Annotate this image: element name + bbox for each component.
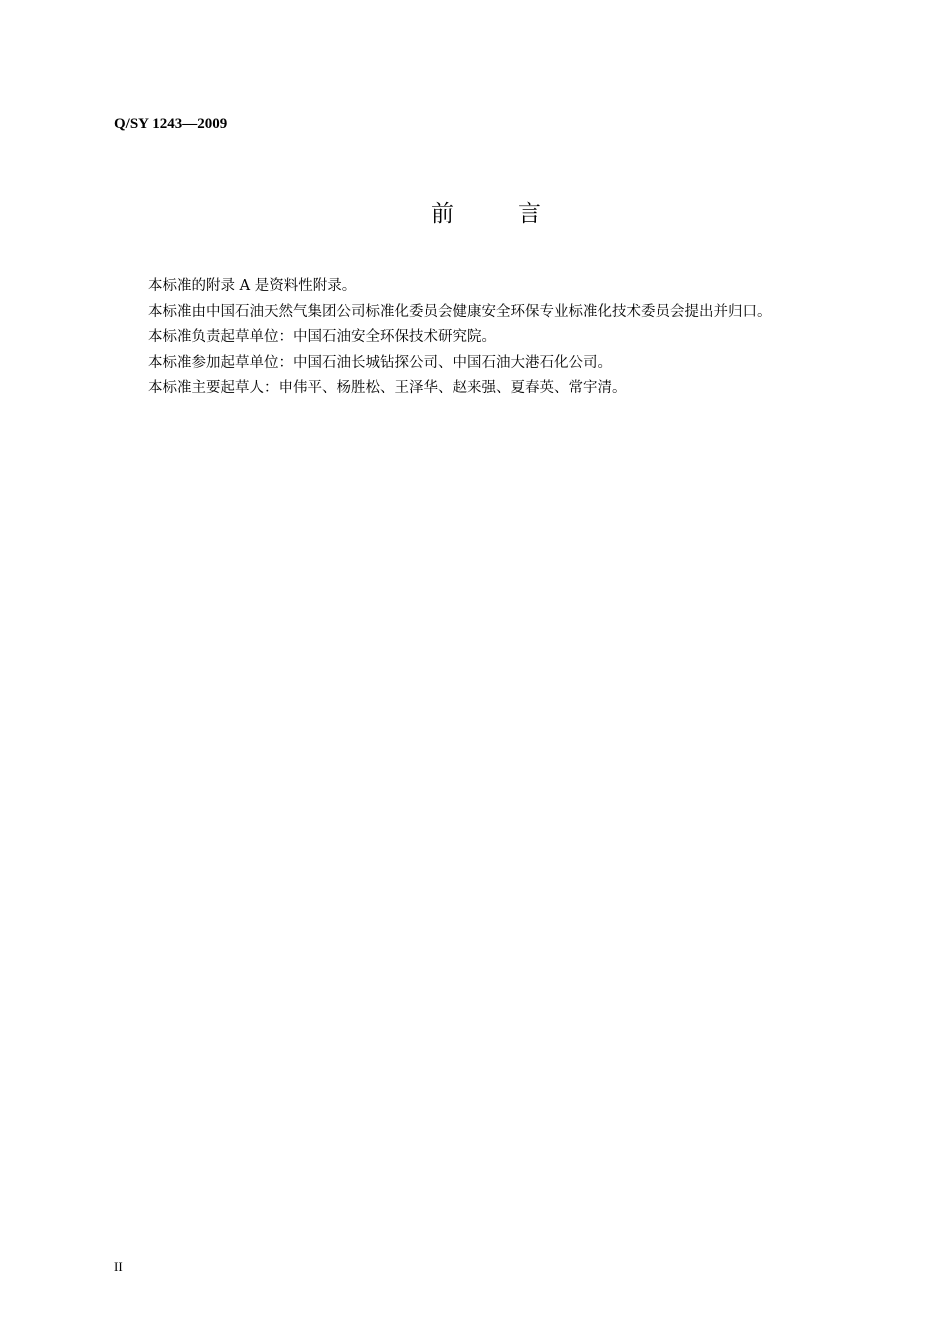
page-title-char-1: 前 [431, 201, 454, 227]
standard-code: Q/SY 1243—2009 [114, 116, 228, 132]
page-number: II [114, 1259, 123, 1274]
paragraph-appendix-note: 本标准的附录 A 是资料性附录。 [148, 278, 357, 294]
foreword-body [148, 274, 908, 402]
page-title-char-2: 言 [518, 201, 541, 227]
paragraph-main-drafters: 本标准主要起草人：申伟平、杨胜松、王泽华、赵来强、夏春英、常宇清。 [148, 380, 627, 396]
paragraph-participating-drafters: 本标准参加起草单位：中国石油长城钻探公司、中国石油大港石化公司。 [148, 354, 612, 371]
page-title [0, 196, 950, 232]
paragraph-lead-drafter: 本标准负责起草单位：中国石油安全环保技术研究院。 [148, 329, 496, 345]
paragraph-proposer: 本标准由中国石油天然气集团公司标准化委员会健康安全环保专业标准化技术委员会提出并归口。 [148, 303, 772, 320]
